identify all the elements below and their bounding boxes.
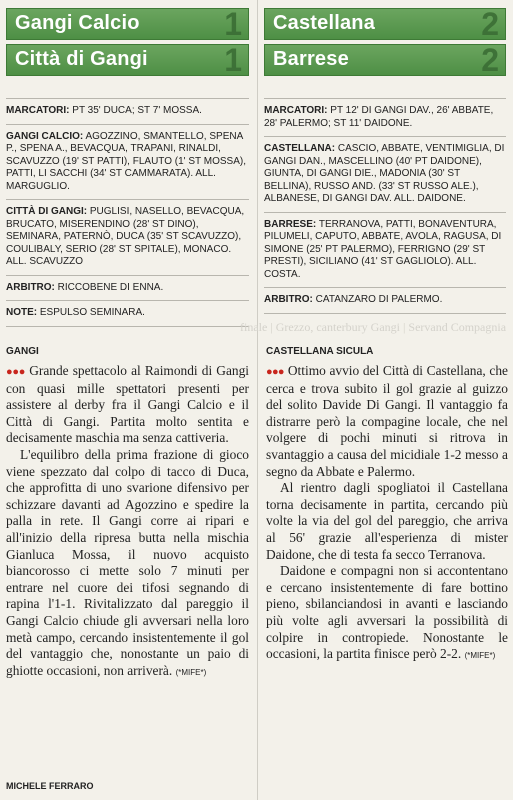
paragraph-text: Daidone e compagni non si accontentano e cercano insistentemente di fare bottino pieno, sbilanciandosi in avanti e lasciando più volte agli avversari la possibilità di colpire in contropiede. Nonostante le occasioni, la partita finisce però 2-2. bbox=[266, 563, 508, 662]
paragraph-text: Al rientro dagli spogliatoi il Castellana torna decisamente in partita, cercando più volte la via del gol del pareggio, che arriva al 56' grazie all'esperienza di mister Daidone, che di testa fa secco Terranova. bbox=[266, 480, 508, 562]
detail-lineup-gangi-calcio bbox=[6, 125, 249, 201]
detail-label: MARCATORI: bbox=[6, 105, 70, 116]
byline: MICHELE FERRARO bbox=[6, 781, 94, 791]
signature: (*MIFE*) bbox=[175, 667, 207, 677]
detail-label: ARBITRO: bbox=[264, 294, 313, 305]
detail-text: RICCOBENE DI ENNA. bbox=[57, 281, 164, 293]
detail-text: CASCIO, ABBATE, VENTIMIGLIA, DI GANGI DAN., MASCELLINO (40' PT DAIDONE), GIUNTA, DI GANGI DIE., MADONIA (30' ST BELLINA), RUSSO AND. (33' ST RUSSO ALE.), ALBANESE, DI GANGI DAV. ALL. DAIDONE. bbox=[264, 143, 505, 204]
detail-arbitro bbox=[6, 276, 249, 302]
team-score: 1 bbox=[224, 6, 242, 42]
detail-text: PUGLISI, NASELLO, BEVACQUA, BRUCATO, MISERENDINO (28' ST DINO), SEMINARA, PATERNÒ, DUCA (35' ST SCAVUZZO), COULIBALY, SERIO (28' ST SPITALE), MONACO. ALL. SCAVUZZO bbox=[6, 206, 245, 267]
detail-text: ESPULSO SEMINARA. bbox=[39, 307, 145, 318]
detail-text: TERRANOVA, PATTI, BONAVENTURA, PILUMELI, CAPUTO, ABBATE, AVOLA, RAGUSA, DI SIMONE (25' PT PALERMO), FERRIGNO (29' ST PRESTI), SICILIANO (41' ST GAGLIOLO). ALL. COSTA. bbox=[264, 218, 502, 280]
paragraph-text: L'equilibro della prima frazione di gioco viene spezzato dal colpo di tacco di Duca, che approfitta di uno svarione difensivo per schizzare davanti ad Agozzino e spedire la palla in rete. Il Gangi corre ai ripari e all'inizio della ripresa butta nella mischia Gianluca Mossa, il nuovo acquisto biancorosso ci mette solo 7 minuti per entrare nel cuore dei tifosi segnando di rapina l'1-1. Rivitalizzato dal pareggio il Gangi Calcio chiude gli avversari nella loro metà campo, cercando insistentemente il gol del vantaggio che, nonostante un paio di ghiotte occasioni, non arriverà. bbox=[6, 446, 249, 678]
team-bar-barrese bbox=[264, 44, 506, 76]
detail-text: CATANZARO DI PALERMO. bbox=[315, 294, 443, 305]
team-name: Barrese bbox=[273, 48, 349, 70]
article-paragraph bbox=[6, 363, 249, 447]
match-details bbox=[6, 98, 249, 327]
paragraph-text: Ottimo avvio del Città di Castellana, che cerca e trova subito il gol grazie al guizzo del solito Davide Di Gangi. Il vantaggio fa distrarre però la compagine locale, che nel volgere di pochi minuti si ritrova in svantaggio a causa del micidiale 1-2 messo a segno da Abbate e Palermo. bbox=[266, 363, 508, 479]
paragraph-text: Grande spettacolo al Raimondi di Gangi con quasi mille spettatori presenti per assistere al derby fra il Gangi Calcio e il Città di Gangi. Partita molto sentita e decisamente maschia ma senza cattiveria. bbox=[6, 363, 249, 446]
rating-dots-icon: ●●● bbox=[266, 366, 284, 378]
detail-lineup-barrese bbox=[264, 213, 506, 289]
detail-label: GANGI CALCIO: bbox=[6, 130, 84, 142]
detail-text: AGOZZINO, SMANTELLO, SPENA P., SPENA A., BEVACQUA, TRAPANI, RINALDI, SCAVUZZO (19' ST PATTI), FLAUTO (1' ST MOSSA), PATTI, LI SACCHI (34' ST CAMMARATA). ALL. MARGUGLIO. bbox=[6, 130, 246, 192]
team-name: Gangi Calcio bbox=[15, 12, 140, 34]
article-paragraph bbox=[266, 480, 508, 563]
left-result-block bbox=[6, 0, 249, 327]
team-bar-castellana bbox=[264, 8, 506, 40]
article-paragraph bbox=[266, 363, 508, 480]
signature: (*MIFE*) bbox=[464, 651, 496, 661]
bleed-through-text: finale | Grezzo, canterbury Gangi | Servand Compagnia bbox=[240, 320, 507, 334]
column-divider bbox=[257, 0, 258, 800]
detail-marcatori bbox=[6, 98, 249, 125]
detail-lineup-citta-di-gangi bbox=[6, 200, 249, 276]
match-details bbox=[264, 98, 506, 314]
team-name: Castellana bbox=[273, 12, 376, 34]
article-paragraph bbox=[266, 563, 508, 665]
detail-label: NOTE: bbox=[6, 307, 38, 318]
detail-marcatori bbox=[264, 98, 506, 137]
detail-label: ARBITRO: bbox=[6, 281, 55, 293]
article-gangi bbox=[6, 346, 249, 681]
detail-lineup-castellana bbox=[264, 137, 506, 213]
rating-dots-icon: ●●● bbox=[6, 366, 26, 378]
right-result-block bbox=[264, 0, 506, 314]
article-castellana-sicula bbox=[266, 346, 508, 665]
detail-label: BARRESE: bbox=[264, 218, 317, 230]
detail-text: PT 12' DI GANGI DAV., 26' ABBATE, 28' PALERMO; ST 11' DAIDONE. bbox=[264, 105, 494, 129]
article-paragraph bbox=[6, 447, 249, 681]
detail-arbitro bbox=[264, 288, 506, 314]
article-kicker: GANGI bbox=[6, 346, 39, 357]
team-name: Città di Gangi bbox=[15, 48, 148, 70]
article-body bbox=[6, 363, 249, 681]
team-score: 1 bbox=[224, 42, 242, 78]
detail-label: MARCATORI: bbox=[264, 105, 328, 116]
team-score: 2 bbox=[481, 42, 499, 78]
detail-label: CASTELLANA: bbox=[264, 143, 336, 154]
team-score: 2 bbox=[481, 6, 499, 42]
article-body bbox=[266, 363, 508, 665]
team-bar-citta-di-gangi bbox=[6, 44, 249, 76]
detail-label: CITTÀ DI GANGI: bbox=[6, 206, 88, 217]
article-kicker: CASTELLANA SICULA bbox=[266, 346, 374, 357]
detail-text: PT 35' DUCA; ST 7' MOSSA. bbox=[72, 105, 202, 116]
team-bar-gangi-calcio bbox=[6, 8, 249, 40]
